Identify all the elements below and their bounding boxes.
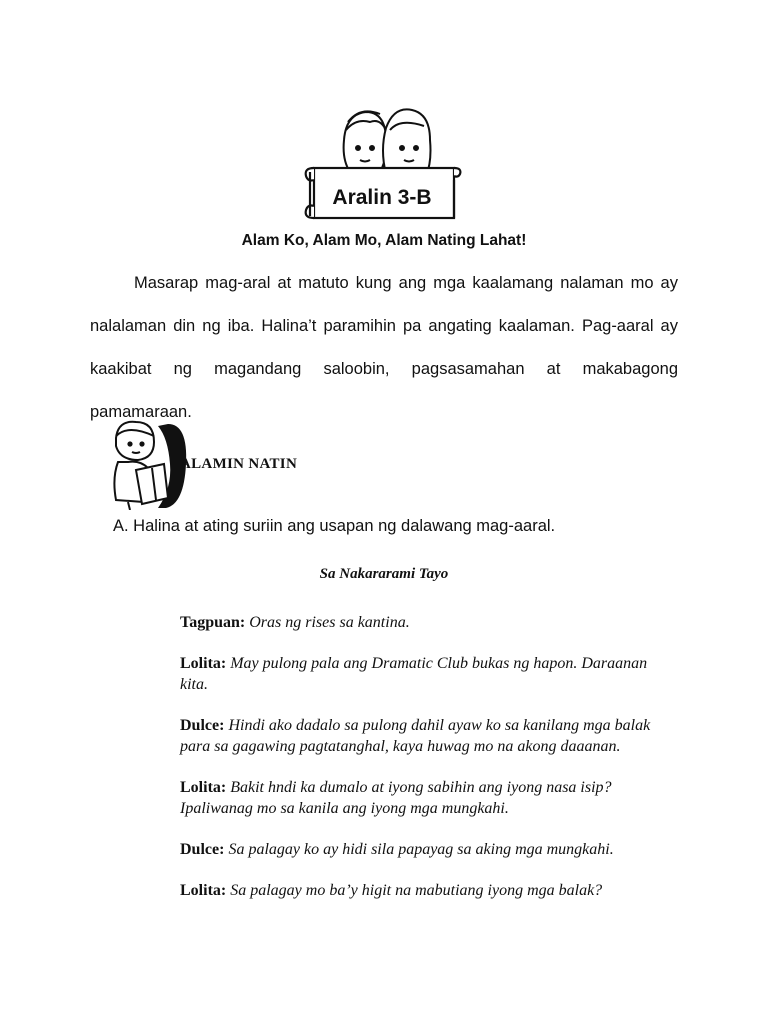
dialogue-line bbox=[180, 715, 660, 757]
alamin-natin-heading: ALAMIN NATIN bbox=[180, 456, 298, 472]
speech-text: Oras ng rises sa kantina. bbox=[249, 614, 410, 631]
speaker-label: Dulce: bbox=[180, 841, 225, 858]
speech-text: May pulong pala ang Dramatic Club bukas ng hapon. Daraanan kita. bbox=[180, 655, 648, 693]
dialogue-line bbox=[180, 880, 660, 901]
instruction-text: A. Halina at ating suriin ang usapan ng dalawang mag-aaral. bbox=[113, 517, 556, 535]
speech-text: Sa palagay mo ba’y higit na mabutiang iyong mga balak? bbox=[230, 882, 603, 899]
dialogue-line bbox=[180, 777, 660, 819]
speech-text: Sa palagay ko ay hidi sila papayag sa aking mga mungkahi. bbox=[228, 841, 614, 858]
dialogue-line bbox=[180, 653, 660, 695]
dialogue-list bbox=[180, 612, 660, 921]
speaker-label: Lolita: bbox=[180, 882, 227, 899]
dialogue-line bbox=[180, 839, 660, 860]
dialogue-line bbox=[180, 612, 660, 633]
speech-text: Bakit hndi ka dumalo at iyong sabihin ang iyong nasa isip? Ipaliwanag mo sa kanila ang iyong mga mungkahi. bbox=[180, 779, 612, 817]
speaker-label: Lolita: bbox=[180, 655, 227, 672]
story-title: Sa Nakararami Tayo bbox=[319, 566, 449, 582]
lesson-subtitle: Alam Ko, Alam Mo, Alam Nating Lahat! bbox=[241, 232, 527, 249]
lesson-title: Aralin 3-B bbox=[332, 186, 432, 209]
speaker-label: Tagpuan: bbox=[180, 614, 246, 631]
intro-paragraph: Masarap mag-aral at matuto kung ang mga kaalamang nalaman mo ay nalalaman din ng iba. Halina’t paramihin pa angating kaalaman. Pag-aaral ay kaakibat ng magandang saloobin, pagsasamahan at makabagong pamamaraan. bbox=[90, 274, 678, 421]
speaker-label: Dulce: bbox=[180, 717, 225, 734]
speaker-label: Lolita: bbox=[180, 779, 227, 796]
speech-text: Hindi ako dadalo sa pulong dahil ayaw ko sa kanilang mga balak para sa gagawing pagtatanghal, kaya huwag mo na akong daaanan. bbox=[180, 717, 651, 755]
